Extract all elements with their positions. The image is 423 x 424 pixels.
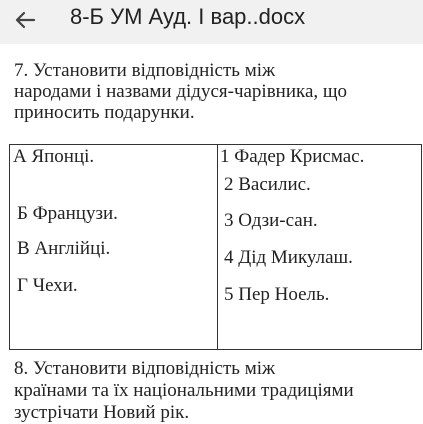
left-item-v: В Англійці. [17,238,111,259]
question-8-line-2: країнами та їх національними традиціями [14,380,354,401]
document-title: 8-Б УМ Ауд. І вар..docx [70,4,306,29]
question-7-line-2: народами і назвами дідуся-чарівника, що [14,81,348,102]
question-8-line-3: зустрічати Новий рік. [14,402,190,423]
right-item-3: 3 Одзи-сан. [224,210,318,231]
left-item-a: А Японці. [13,146,95,167]
question-7-line-3: приносить подарунки. [14,102,195,123]
question-8 [14,358,423,424]
table-column-divider [217,145,218,349]
question-8-line-1: 8. Установити відповідність між [14,358,276,379]
right-item-5: 5 Пер Ноель. [224,284,330,305]
matching-table [9,144,422,350]
back-button[interactable] [8,6,42,38]
arrow-left-icon [14,9,36,36]
right-item-4: 4 Дід Микулаш. [224,247,353,268]
left-item-b: Б Французи. [17,203,118,224]
right-item-1: 1 Фадер Крисмас. [220,146,365,167]
left-item-g: Г Чехи. [17,275,78,296]
right-item-2: 2 Василис. [224,174,311,195]
app-bar [0,0,423,45]
question-7-line-1: 7. Установити відповідність між [14,60,276,81]
question-7 [14,60,414,123]
